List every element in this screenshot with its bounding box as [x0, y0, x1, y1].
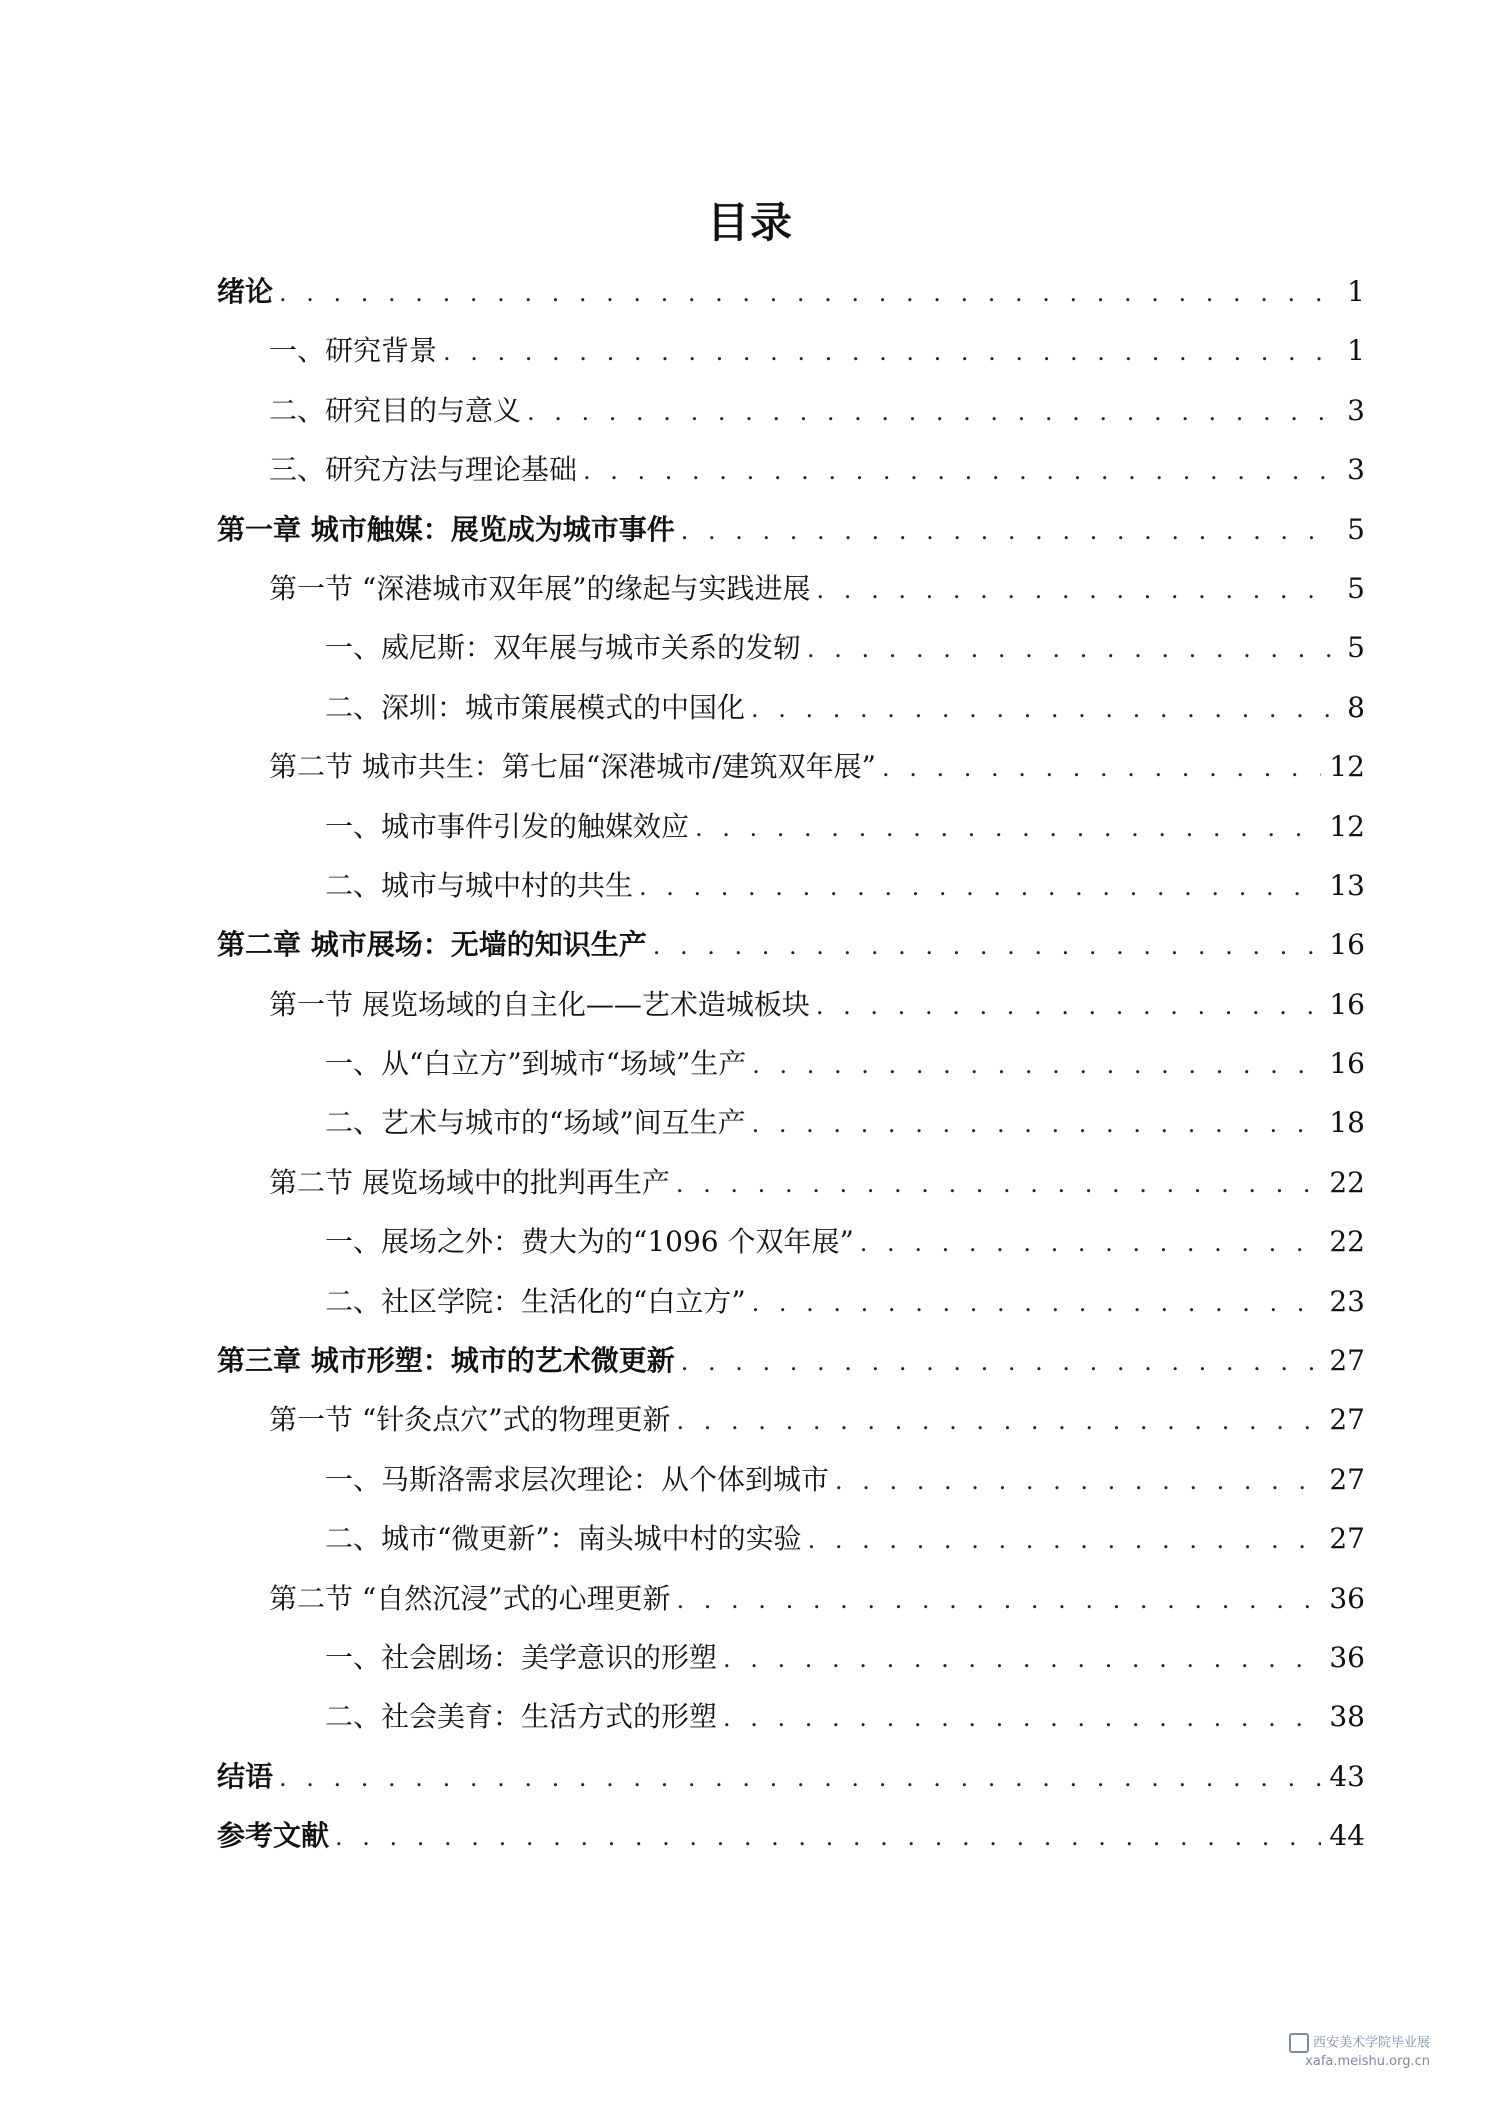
- toc-entry-title: 二、城市与城中村的共生: [325, 868, 634, 902]
- toc-entry-title: 一、马斯洛需求层次理论：从个体到城市: [325, 1462, 830, 1496]
- toc-leader-dots: [583, 457, 1335, 485]
- toc-leader-dots: [807, 635, 1335, 663]
- toc-page-number: 43: [1329, 1759, 1365, 1793]
- toc-page-number: 36: [1329, 1581, 1365, 1615]
- toc-leader-dots: [695, 814, 1321, 842]
- toc-entry-title: 二、研究目的与意义: [269, 393, 522, 427]
- toc-entry-title: 二、艺术与城市的“场域”间互生产: [325, 1106, 746, 1140]
- toc-entry[interactable]: [217, 567, 1365, 626]
- toc-page-number: 13: [1329, 868, 1365, 902]
- toc-entry[interactable]: [217, 1398, 1365, 1457]
- toc-entry-title: 二、社会美育：生活方式的形塑: [325, 1700, 718, 1734]
- toc-leader-dots: [808, 1526, 1322, 1554]
- toc-entry-title: 第二节 城市共生：第七届“深港城市/建筑双年展”: [269, 750, 876, 784]
- toc-leader-dots: [817, 576, 1335, 604]
- toc-page-number: 3: [1347, 453, 1365, 487]
- toc-leader-dots: [677, 1586, 1322, 1614]
- toc-page-number: 44: [1329, 1819, 1365, 1853]
- toc-leader-dots: [677, 1407, 1322, 1435]
- toc-entry-title: 一、社会剧场：美学意识的形塑: [325, 1640, 718, 1674]
- toc-page-number: 5: [1347, 631, 1365, 665]
- toc-entry[interactable]: [217, 864, 1365, 923]
- toc-leader-dots: [527, 398, 1335, 426]
- toc-leader-dots: [835, 1467, 1321, 1495]
- toc-entry-title: 三、研究方法与理论基础: [269, 453, 578, 487]
- toc-page-number: 12: [1329, 809, 1365, 843]
- toc-entry[interactable]: [217, 1517, 1365, 1576]
- toc-entry-title: 结语: [217, 1759, 274, 1793]
- watermark: [1220, 2033, 1430, 2073]
- toc-page-number: 27: [1329, 1403, 1365, 1437]
- toc-page-number: 8: [1347, 690, 1365, 724]
- toc-entry-title: 第一节 展览场域的自主化——艺术造城板块: [269, 987, 810, 1021]
- toc-page-number: 5: [1347, 512, 1365, 546]
- toc-entry-title: 二、城市“微更新”：南头城中村的实验: [325, 1522, 802, 1556]
- toc-leader-dots: [752, 1289, 1322, 1317]
- toc-page-number: 5: [1347, 571, 1365, 605]
- toc-entry[interactable]: [217, 923, 1365, 982]
- toc-entry[interactable]: [217, 448, 1365, 507]
- toc-entry[interactable]: [217, 805, 1365, 864]
- toc-entry-title: 一、从“白立方”到城市“场域”生产: [325, 1047, 747, 1081]
- toc-page-number: 18: [1329, 1106, 1365, 1140]
- toc-entry-title: 第一章 城市触媒：展览成为城市事件: [217, 512, 675, 546]
- toc-entry-title: 绪论: [217, 275, 274, 308]
- toc-entry-title: 第一节 “深港城市双年展”的缘起与实践进展: [269, 571, 811, 605]
- toc-page-number: 27: [1329, 1522, 1365, 1556]
- toc-leader-dots: [816, 992, 1321, 1020]
- toc-title: 目录: [706, 198, 793, 247]
- toc-page-number: 36: [1329, 1640, 1365, 1674]
- toc-entry-title: 一、威尼斯：双年展与城市关系的发轫: [325, 631, 802, 665]
- toc-entry[interactable]: [217, 1814, 1365, 1873]
- toc-page-number: 1: [1347, 334, 1365, 368]
- toc-leader-dots: [752, 1051, 1321, 1079]
- toc-page-number: 27: [1329, 1344, 1365, 1378]
- toc-entry-title: 第二节 “自然沉浸”式的心理更新: [269, 1581, 671, 1615]
- toc-entry[interactable]: [217, 983, 1365, 1042]
- toc-page-number: 27: [1329, 1462, 1365, 1496]
- toc-entry[interactable]: [217, 1280, 1365, 1339]
- toc-page-number: 1: [1347, 275, 1365, 308]
- toc-leader-dots: [723, 1645, 1321, 1673]
- toc-leader-dots: [723, 1704, 1321, 1732]
- toc-entry[interactable]: [217, 686, 1365, 745]
- toc-page-number: 3: [1347, 393, 1365, 427]
- toc-entry[interactable]: [217, 1101, 1365, 1160]
- toc-entry-title: 一、展场之外：费大为的“1096 个双年展”: [325, 1225, 854, 1259]
- toc-page-number: 16: [1329, 1047, 1365, 1081]
- toc-page-number: 12: [1329, 750, 1365, 784]
- toc-entry[interactable]: [217, 1458, 1365, 1517]
- toc-leader-dots: [860, 1229, 1322, 1257]
- watermark-line2: xafa.meishu.org.cn: [1305, 2054, 1430, 2069]
- toc-leader-dots: [653, 932, 1322, 960]
- toc-entry[interactable]: [217, 1755, 1365, 1814]
- toc-leader-dots: [752, 1110, 1322, 1138]
- toc-entry-title: 二、深圳：城市策展模式的中国化: [325, 690, 746, 724]
- toc-entry[interactable]: [217, 270, 1365, 329]
- toc-leader-dots: [335, 1823, 1321, 1851]
- toc-entry[interactable]: [217, 1695, 1365, 1754]
- toc-entry[interactable]: [217, 329, 1365, 388]
- toc-page-number: 16: [1329, 987, 1365, 1021]
- toc-entry-title: 第三章 城市形塑：城市的艺术微更新: [217, 1344, 675, 1378]
- toc-entry-title: 二、社区学院：生活化的“白立方”: [325, 1284, 746, 1318]
- toc-leader-dots: [751, 695, 1335, 723]
- table-of-contents: [217, 270, 1365, 1874]
- toc-entry-title: 第一节 “针灸点穴”式的物理更新: [269, 1403, 671, 1437]
- toc-leader-dots: [676, 1170, 1321, 1198]
- toc-entry[interactable]: [217, 1636, 1365, 1695]
- school-logo-icon: [1289, 2033, 1309, 2053]
- toc-entry[interactable]: [217, 1577, 1365, 1636]
- watermark-line1: 西安美术学院毕业展: [1312, 2035, 1430, 2051]
- toc-leader-dots: [279, 279, 1335, 307]
- toc-entry-title: 一、研究背景: [269, 334, 438, 368]
- toc-leader-dots: [681, 1348, 1322, 1376]
- toc-leader-dots: [681, 517, 1335, 545]
- toc-entry-title: 参考文献: [217, 1819, 330, 1853]
- toc-entry-title: 第二章 城市展场：无墙的知识生产: [217, 928, 647, 962]
- toc-entry-title: 第二节 展览场域中的批判再生产: [269, 1165, 670, 1199]
- toc-leader-dots: [639, 873, 1321, 901]
- toc-entry[interactable]: [217, 1161, 1365, 1220]
- toc-page-number: 38: [1329, 1700, 1365, 1734]
- toc-entry[interactable]: [217, 1042, 1365, 1101]
- toc-entry[interactable]: [217, 389, 1365, 448]
- toc-leader-dots: [882, 754, 1321, 782]
- toc-entry[interactable]: [217, 1220, 1365, 1279]
- toc-entry[interactable]: [217, 508, 1365, 567]
- toc-entry[interactable]: [217, 1339, 1365, 1398]
- toc-leader-dots: [279, 1764, 1321, 1792]
- toc-page-number: 16: [1329, 928, 1365, 962]
- toc-entry[interactable]: [217, 745, 1365, 804]
- toc-page-number: 22: [1329, 1225, 1365, 1259]
- toc-page-number: 22: [1329, 1165, 1365, 1199]
- toc-entry-title: 一、城市事件引发的触媒效应: [325, 809, 690, 843]
- toc-leader-dots: [443, 338, 1335, 366]
- toc-page-number: 23: [1329, 1284, 1365, 1318]
- toc-entry[interactable]: [217, 626, 1365, 685]
